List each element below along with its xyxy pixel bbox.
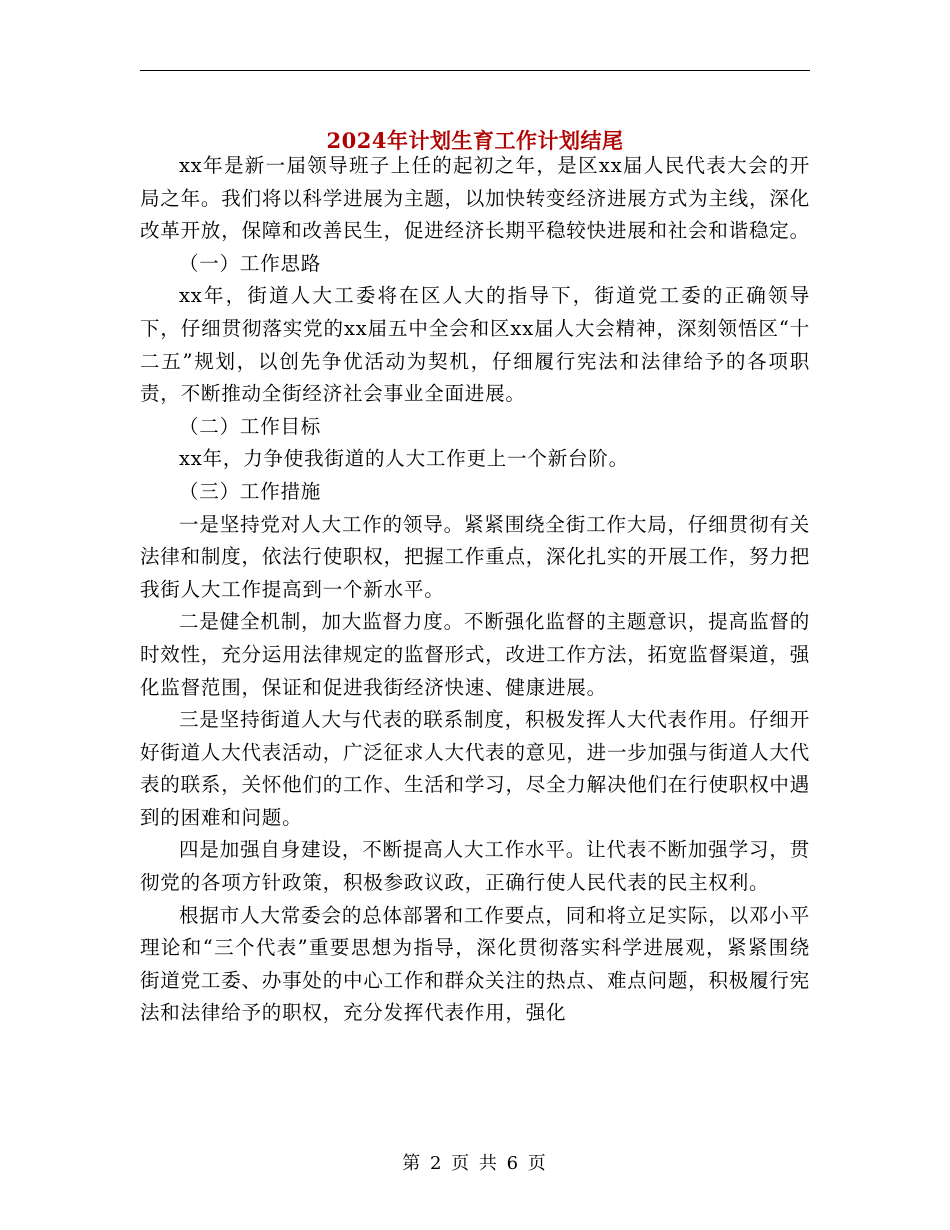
paragraph-intro: xx年是新一届领导班子上任的起初之年，是区xx届人民代表大会的开局之年。我们将以科学进展为主题，以加快转变经济进展方式为主线，深化改革开放，保障和改善民生，促进经济长期平稳较快进展和社会和谐稳定。 <box>140 154 810 243</box>
paragraph-measure-2: 二是健全机制，加大监督力度。不断强化监督的主题意识，提高监督的时效性，充分运用法律规定的监督形式，改进工作方法，拓宽监督渠道，强化监督范围，保证和促进我街经济快速、健康进展。 <box>140 610 810 699</box>
paragraph-work-approach: xx年，街道人大工委将在区人大的指导下，街道党工委的正确领导下，仔细贯彻落实党的xx届五中全会和区xx届人大会精神，深刻领悟区“十二五”规划，以创先争优活动为契机，仔细履行宪法和法律给予的各项职责，不断推动全街经济社会事业全面进展。 <box>140 284 810 406</box>
paragraph-measure-3: 三是坚持街道人大与代表的联系制度，积极发挥人大代表作用。仔细开好街道人大代表活动，广泛征求人大代表的意见，进一步加强与街道人大代表的联系，关怀他们的工作、生活和学习，尽全力解决他们在行使职权中遇到的困难和问题。 <box>140 708 810 829</box>
section-heading-work-goal: （二）工作目标 <box>179 414 322 438</box>
paragraph-measure-4: 四是加强自身建设，不断提高人大工作水平。让代表不断加强学习，贯彻党的各项方针政策，积极参政议政，正确行使人民代表的民主权利。 <box>140 838 810 895</box>
header-rule <box>140 70 810 71</box>
page-number-footer: 第 2 页 共 6 页 <box>402 1153 548 1174</box>
paragraph-measure-1: 一是坚持党对人大工作的领导。紧紧围绕全街工作大局，仔细贯彻有关法律和制度，依法行使职权，把握工作重点，深化扎实的开展工作，努力把我街人大工作提高到一个新水平。 <box>140 512 810 601</box>
paragraph-conclusion: 根据市人大常委会的总体部署和工作要点，同和将立足实际，以邓小平理论和“三个代表”重要思想为指导，深化贯彻落实科学进展观，紧紧围绕街道党工委、办事处的中心工作和群众关注的热点、难点问题，积极履行宪法和法律给予的职权，充分发挥代表作用，强化 <box>140 903 810 1025</box>
document-title: 2024年计划生育工作计划结尾 <box>326 128 624 154</box>
paragraph-work-goal: xx年，力争使我街道的人大工作更上一个新台阶。 <box>179 447 629 471</box>
document-body <box>140 150 810 1030</box>
section-heading-work-measures: （三）工作措施 <box>179 479 322 503</box>
section-heading-work-approach: （一）工作思路 <box>179 251 322 275</box>
